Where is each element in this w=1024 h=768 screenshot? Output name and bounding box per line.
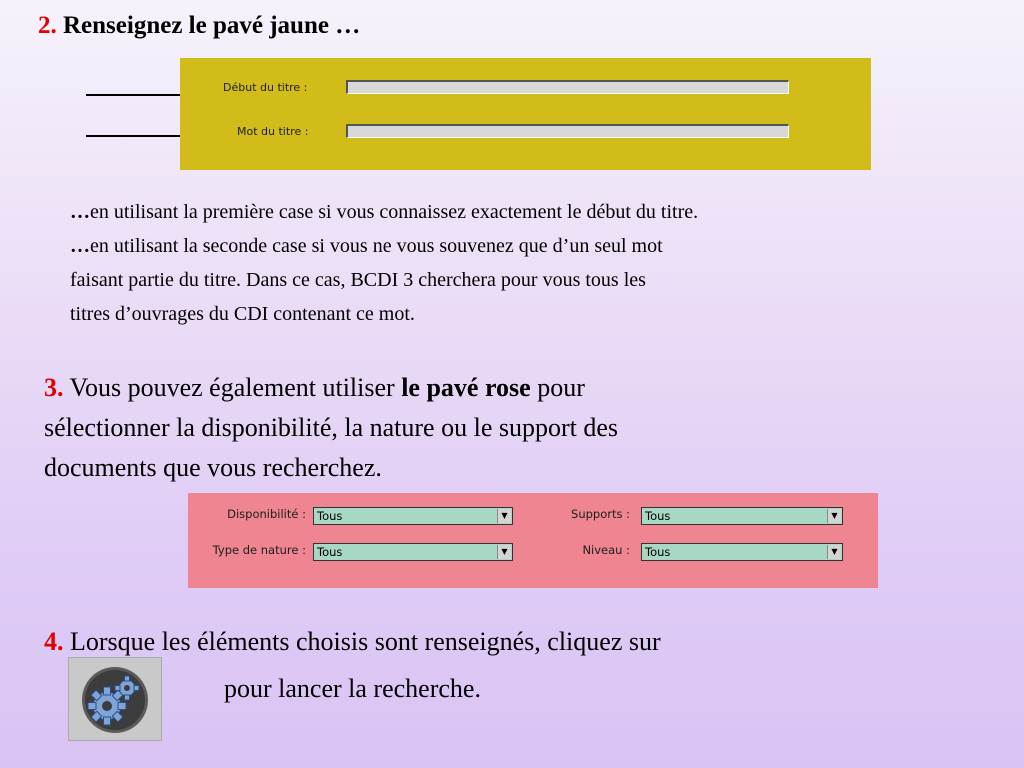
step2-number: 2. — [38, 12, 57, 39]
mot-titre-input[interactable] — [346, 124, 789, 138]
step4-line2: pour lancer la recherche. — [224, 674, 481, 703]
step3-number: 3. — [44, 373, 64, 402]
explanation-line3: faisant partie du titre. Dans ce cas, BCDI 3 cherchera pour vous tous les — [70, 269, 646, 291]
explanation-text — [70, 195, 990, 331]
step3-text — [44, 368, 884, 488]
chevron-down-icon[interactable]: ▼ — [497, 545, 511, 559]
step4-text — [44, 622, 904, 662]
step3-bold: le pavé rose — [401, 373, 531, 402]
gears-icon — [69, 658, 161, 740]
step2-title: Renseignez le pavé jaune … — [63, 12, 361, 39]
chevron-down-icon[interactable]: ▼ — [827, 545, 841, 559]
debut-titre-input[interactable] — [346, 80, 789, 94]
search-launch-button[interactable] — [68, 657, 162, 741]
chevron-down-icon[interactable]: ▼ — [497, 509, 511, 523]
explanation-line1: en utilisant la première case si vous connaissez exactement le début du titre. — [90, 201, 699, 223]
nature-select[interactable] — [313, 543, 513, 561]
step3-line2: sélectionner la disponibilité, la nature ou le support des — [44, 413, 619, 442]
debut-titre-label: Début du titre : — [223, 81, 308, 94]
disponibilite-select[interactable] — [313, 507, 513, 525]
nature-label: Type de nature : — [212, 543, 306, 557]
step4-line1: Lorsque les éléments choisis sont renseignés, cliquez sur — [70, 627, 661, 656]
chevron-down-icon[interactable]: ▼ — [827, 509, 841, 523]
explanation-line4: titres d’ouvrages du CDI contenant ce mot. — [70, 303, 415, 325]
pink-filter-panel — [188, 493, 878, 588]
step3-text-before: Vous pouvez également utiliser — [69, 373, 395, 402]
ellipsis-1: … — [70, 201, 90, 223]
step2-heading — [38, 12, 360, 40]
niveau-select[interactable] — [641, 543, 843, 561]
step3-line3: documents que vous recherchez. — [44, 453, 382, 482]
step3-text-after: pour — [537, 373, 585, 402]
ellipsis-2: … — [70, 235, 90, 257]
mot-titre-label: Mot du titre : — [237, 125, 309, 138]
supports-select[interactable] — [641, 507, 843, 525]
step4-number: 4. — [44, 627, 64, 656]
disponibilite-value: Tous — [317, 509, 343, 523]
disponibilite-label: Disponibilité : — [227, 507, 306, 521]
supports-label: Supports : — [571, 507, 630, 521]
niveau-label: Niveau : — [582, 543, 630, 557]
niveau-value: Tous — [645, 545, 671, 559]
yellow-search-panel — [180, 58, 871, 170]
supports-value: Tous — [645, 509, 671, 523]
nature-value: Tous — [317, 545, 343, 559]
explanation-line2: en utilisant la seconde case si vous ne vous souvenez que d’un seul mot — [90, 235, 663, 257]
